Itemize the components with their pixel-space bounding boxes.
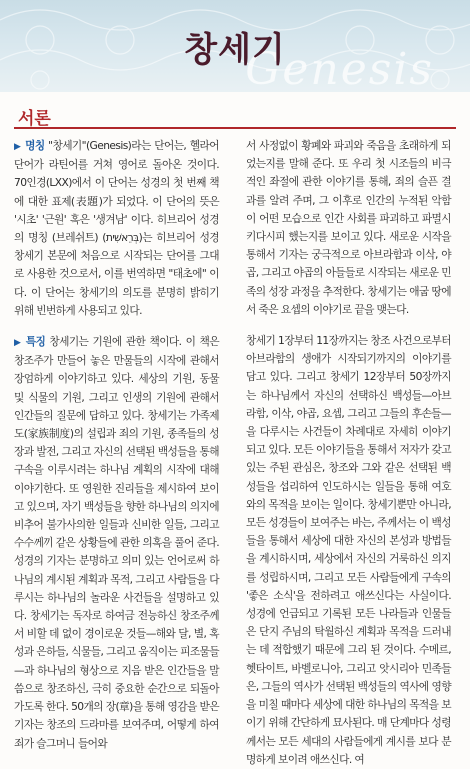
triangle-bullet-icon: ▶ [14, 142, 22, 152]
triangle-bullet-icon: ▶ [14, 338, 22, 349]
header-banner [0, 0, 470, 92]
paragraph-label: 명칭 [25, 139, 45, 152]
page-title: 창세기 [184, 30, 286, 70]
paragraph-continued: 서 사정없이 황폐와 파괴와 죽음을 초래하게 되었는지를 말해 준다. 또 우리 첫 시조들의 비극적인 좌절에 관한 이야기를 통해, 죄의 슬픈 결과를 알려 주며, 그 이후로 인간의 누적된 악함이 어떤 모습으로 인간 사회를 파괴하고 파멸시키다시피 했는지를 보이고 있다. 새로운 시작을 통해서 기자는 궁극적으로 아브라함과 이삭, 야곱, 그리고 야곱의 아들들로 시작되는 새로운 민족의 성장 과정을 추적한다. 창세기는 애굽 땅에서 죽은 요셉의 이야기로 끝을 맺는다. [246, 139, 451, 316]
paragraph-text: "창세기"(Genesis)라는 단어는, 헬라어 단어가 라틴어를 거쳐 영어로 돌아온 것이다. 70인경(LXX)에서 이 단어는 성경의 첫 번째 책에 대한 표제(表題)가 되었다. 이 단어의 뜻은 '시초' '근원' 혹은 '생겨남' 이다. 히브리어 성경의 명칭 (브레쉬트) (בְּרֵאשִׁית)는 히브리어 성경 창세기 본문에 처음으로 시작되는 단어를 그대로 사용한 것으로서, 이를 번역하면 "태초에" 이다. 이 단어는 창세기의 의도를 분명히 밝히기 위해 빈번하게 사용되고 있다. [14, 139, 220, 317]
paragraph-features [14, 333, 219, 753]
left-column [14, 137, 219, 753]
paragraph-structure: 창세기 1장부터 11장까지는 창조 사건으로부터 아브라함의 생애가 시작되기까지의 이야기를 담고 있다. 그리고 창세기 12장부터 50장까지는 하나님께서 자신의 선택하신 백성들—아브라함, 이삭, 야곱, 요셉, 그리고 그들의 후손들—을 다루시는 사건들이 차례대로 자세히 이야기되고 있다. 모든 이야기들을 통해서 저자가 갖고 있는 주된 관심은, 창조와 그와 같은 선택된 백성들을 섭리하여 인도하시는 일들을 통해 여호와의 목적을 보이는 일이다. 창세기뿐만 아니라, 모든 성경들이 보여주는 바는, 주께서는 이 백성들을 통해서 세상에 대한 자신의 본성과 방법들을 계시하시며, 세상에서 자신의 거룩하신 의지를 성립하시며, 그리고 모든 사람들에게 구속의 '좋은 소식'을 전하려고 애쓰신다는 사실이다. 성경에 언급되고 기록된 모든 나라들과 인물들은 단지 주님의 탁월하신 계획과 목적을 드러내는 데 적합했기 때문에 그리 된 것이다. 수메르, 헷타이트, 바벨로니아, 그리고 앗시리아 민족들은, 그들의 역사가 선택된 백성들의 역사에 영향을 미칠 때마다 세상에 대한 하나님의 목적을 보이기 위해 간단하게 묘사된다. 매 단계마다 성령께서는 모든 세대의 사람들에게 계시를 보다 분명하게 보이려 애쓰신다. 여 [246, 334, 451, 766]
right-column [246, 137, 451, 769]
section-heading: 서론 [18, 109, 51, 129]
paragraph-label: 특징 [25, 335, 46, 349]
paragraph-text: 창세기는 기원에 관한 책이다. 이 책은 창조주가 만들어 놓은 만물들의 시작에 관해서 장엄하게 이야기하고 있다. 세상의 기원, 동물 및 식물의 기원, 그리고 인생의 기원에 관해서 인간들의 질문에 답하고 있다. 창세기는 가족제도(家族制度)의 설립과 죄의 기원, 종족들의 성장과 발전, 그리고 자신의 선택된 백성들을 통해 구속을 이루시려는 하나님 계획의 시작에 대해 이야기한다. 또 영원한 진리들을 제시하여 보이고 있으며, 자기 백성들을 향한 하나님의 의지에 비추어 불가사의한 일들과 신비한 일들, 그리고 수수께끼 같은 상황들에 관한 의혹을 풀어 준다. 성경의 기자는 분명하고 의미 있는 언어로써 하나님의 계시된 계획과 목적, 그리고 사람들을 다루시는 하나님의 놀라운 사건들을 설명하고 있다. 창세기는 독자로 하여금 전능하신 창조주께서 비할 데 없이 경이로운 것들—해와 달, 별, 혹성과 은하들, 식물들, 그리고 움직이는 피조물들—과 하나님의 형상으로 지음 받은 인간들을 말씀으로 창조하신, 극히 중요한 순간으로 되돌아가도록 한다. 50개의 장(章)을 통해 영감을 받은 기자는 창조의 드라마를 보여주며, 어떻게 하여 죄가 슬그머니 들어와 [14, 335, 219, 750]
section-divider [14, 127, 456, 129]
title-english: Genesis [245, 44, 434, 92]
paragraph-title-info [14, 137, 219, 320]
